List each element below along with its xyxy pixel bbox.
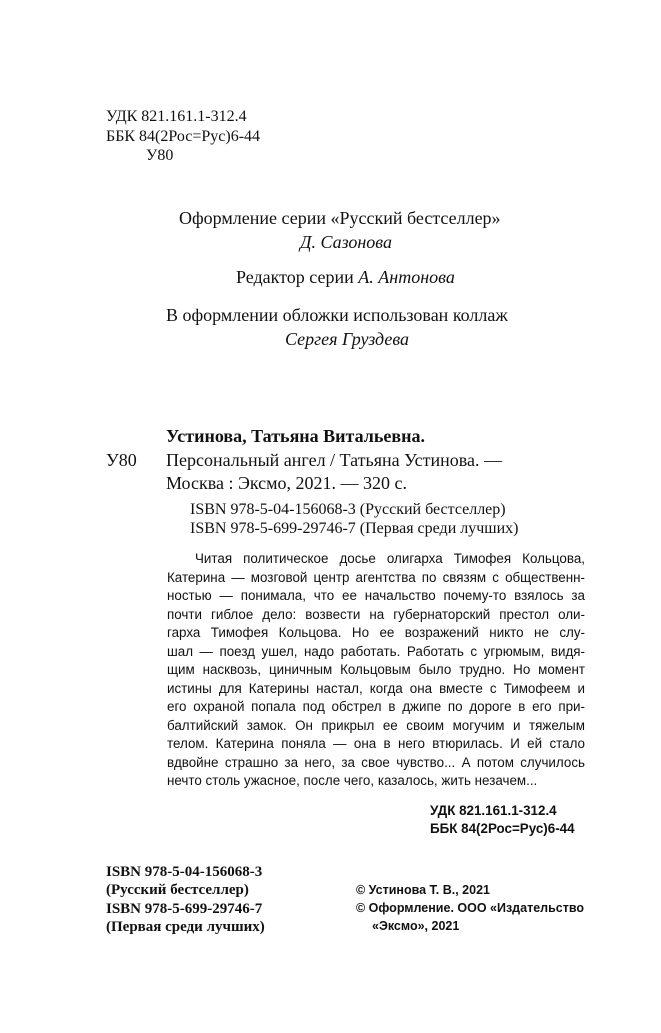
bib-publication-line: Москва : Эксмо, 2021. — 320 с. bbox=[166, 473, 408, 493]
copyright-author: © Устинова Т. В., 2021 bbox=[356, 883, 490, 897]
annotation-line: ностью — понимала, что ее начальство почему-то взялось за bbox=[167, 588, 585, 603]
copyright-design-1: © Оформление. ООО «Издательство bbox=[356, 901, 584, 915]
annotation-line: телом. Катерина поняла — она в него втюрилась. И ей стало bbox=[167, 736, 585, 751]
copyright-design-2: «Эксмо», 2021 bbox=[372, 919, 460, 933]
footer-isbn-1: ISBN 978-5-04-156068-3 bbox=[106, 864, 263, 880]
annotation-line: щим насквозь, циничным Кольцовым было трудно. Но момент bbox=[167, 662, 585, 677]
annotation-line: шал — поезд ушел, надо работать. Работать с угрюмым, видя- bbox=[167, 643, 585, 659]
annotation-line: Катерина — мозговой центр агентства по связям с общественн- bbox=[167, 569, 585, 585]
annotation-line: Читая политическое досье олигарха Тимофея Кольцова, bbox=[195, 551, 585, 566]
annotation-line: нечто столь ужасное, после чего, казалось, жить незачем... bbox=[167, 773, 538, 788]
annotation-line: истины для Катерины настал, когда она вместе с Тимофеем и bbox=[167, 680, 585, 696]
bib-author: Устинова, Татьяна Витальевна. bbox=[166, 426, 425, 446]
footer-isbn-1-series: (Русский бестселлер) bbox=[106, 882, 249, 898]
bib-isbn-1: ISBN 978-5-04-156068-3 (Русский бестселлер) bbox=[190, 501, 506, 518]
bbk-code-repeat: ББК 84(2Рос=Рус)6-44 bbox=[430, 821, 575, 836]
annotation-line: балтийский замок. Он прикрыл ее своим могучим и тяжелым bbox=[167, 717, 585, 733]
series-design-label: Оформление серии «Русский бестселлер» bbox=[179, 208, 501, 228]
bib-title-line: Персональный ангел / Татьяна Устинова. — bbox=[166, 450, 503, 470]
series-editor-line bbox=[236, 266, 455, 288]
udk-code: УДК 821.161.1-312.4 bbox=[106, 108, 247, 125]
annotation-line: гарха Тимофея Кольцова. Но ее возражений никто не слу- bbox=[167, 625, 585, 640]
series-editor-label: Редактор серии bbox=[236, 267, 354, 287]
bib-isbn-2: ISBN 978-5-699-29746-7 (Первая среди лучших) bbox=[190, 520, 519, 537]
annotation-line: вдвойне страшно за него, за свое чувство... А потом случилось bbox=[167, 754, 585, 770]
footer-isbn-2: ISBN 978-5-699-29746-7 bbox=[106, 901, 263, 917]
bib-author-mark: У80 bbox=[106, 450, 137, 470]
annotation bbox=[167, 550, 585, 791]
series-editor-name: А. Антонова bbox=[358, 267, 455, 287]
cover-collage-label: В оформлении обложки использован коллаж bbox=[166, 305, 508, 325]
author-mark: У80 bbox=[146, 147, 174, 164]
series-design-name: Д. Сазонова bbox=[300, 232, 392, 252]
annotation-line: почти гиблое дело: возвести на губернаторский престол оли- bbox=[167, 606, 585, 622]
footer-isbn-2-series: (Первая среди лучших) bbox=[106, 919, 265, 935]
bbk-code: ББК 84(2Рос=Рус)6-44 bbox=[106, 128, 261, 145]
cover-collage-name: Сергея Груздева bbox=[285, 329, 410, 349]
udk-code-repeat: УДК 821.161.1-312.4 bbox=[430, 803, 557, 818]
annotation-line: его охраной попала под обстрел в джипе по дороге в его при- bbox=[167, 699, 585, 714]
